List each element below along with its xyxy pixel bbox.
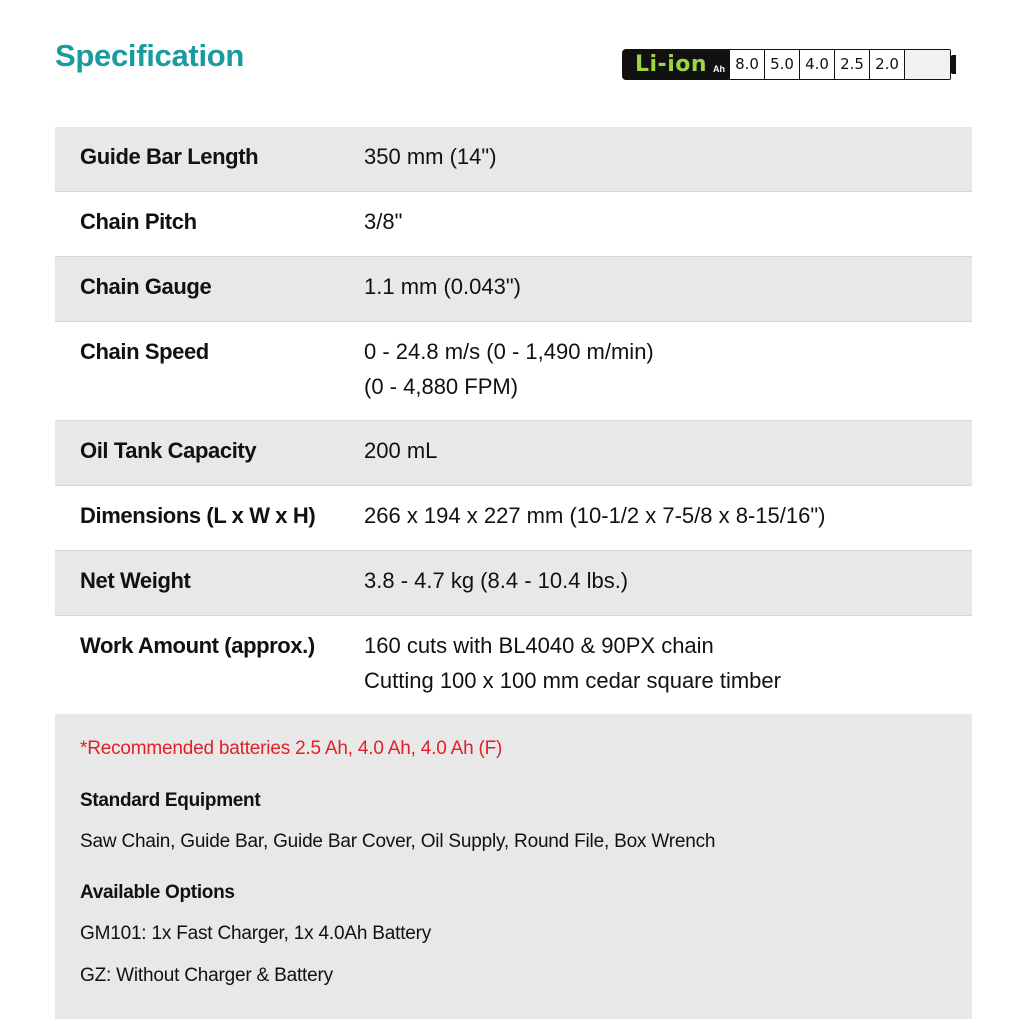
footer-panel	[55, 714, 972, 1019]
spec-value: 3.8 - 4.7 kg (8.4 - 10.4 lbs.)	[364, 568, 629, 593]
spec-row	[55, 485, 972, 550]
battery-capacity-cell: 5.0	[765, 50, 800, 79]
battery-note: *Recommended batteries 2.5 Ah, 4.0 Ah, 4.0 Ah (F)	[80, 738, 503, 759]
option-item: GM101: 1x Fast Charger, 1x 4.0Ah Battery	[80, 923, 432, 944]
battery-capacity-cells	[728, 50, 950, 79]
spec-value: 200 mL	[364, 438, 438, 463]
spec-label: Net Weight	[80, 568, 191, 593]
spec-label: Chain Speed	[80, 339, 209, 364]
spec-label: Guide Bar Length	[80, 144, 259, 169]
spec-value: 0 - 24.8 m/s (0 - 1,490 m/min) (0 - 4,880 FPM)	[364, 339, 654, 399]
spec-value: 3/8"	[364, 209, 403, 234]
battery-empty-cell	[905, 50, 950, 79]
spec-row	[55, 127, 972, 191]
battery-capacity-cell: 8.0	[730, 50, 765, 79]
battery-capacity-cell: 4.0	[800, 50, 835, 79]
page-title: Specification	[55, 38, 245, 73]
battery-type-label: Li-ion	[635, 52, 708, 77]
spec-table	[55, 127, 972, 714]
spec-label: Chain Pitch	[80, 209, 197, 234]
available-options-heading: Available Options	[80, 882, 235, 903]
spec-label: Work Amount (approx.)	[80, 633, 315, 658]
battery-capacity-cell: 2.0	[870, 50, 905, 79]
spec-label: Dimensions (L x W x H)	[80, 503, 316, 528]
standard-equipment-text: Saw Chain, Guide Bar, Guide Bar Cover, Oil Supply, Round File, Box Wrench	[80, 831, 716, 852]
battery-icon	[622, 49, 951, 80]
spec-value: 160 cuts with BL4040 & 90PX chain Cutting 100 x 100 mm cedar square timber	[364, 633, 781, 693]
spec-row	[55, 256, 972, 321]
battery-terminal	[951, 55, 956, 74]
battery-unit-label: Ah	[713, 64, 726, 74]
option-item: GZ: Without Charger & Battery	[80, 965, 333, 986]
battery-badge	[622, 49, 956, 80]
spec-label: Chain Gauge	[80, 274, 212, 299]
standard-equipment-heading: Standard Equipment	[80, 790, 261, 811]
spec-value: 350 mm (14")	[364, 144, 497, 169]
spec-value: 266 x 194 x 227 mm (10-1/2 x 7-5/8 x 8-15/16")	[364, 503, 826, 528]
spec-row	[55, 191, 972, 256]
spec-row	[55, 615, 972, 714]
spec-row	[55, 420, 972, 485]
spec-value: 1.1 mm (0.043")	[364, 274, 521, 299]
spec-row	[55, 321, 972, 420]
battery-capacity-cell: 2.5	[835, 50, 870, 79]
spec-label: Oil Tank Capacity	[80, 438, 257, 463]
spec-row	[55, 550, 972, 615]
